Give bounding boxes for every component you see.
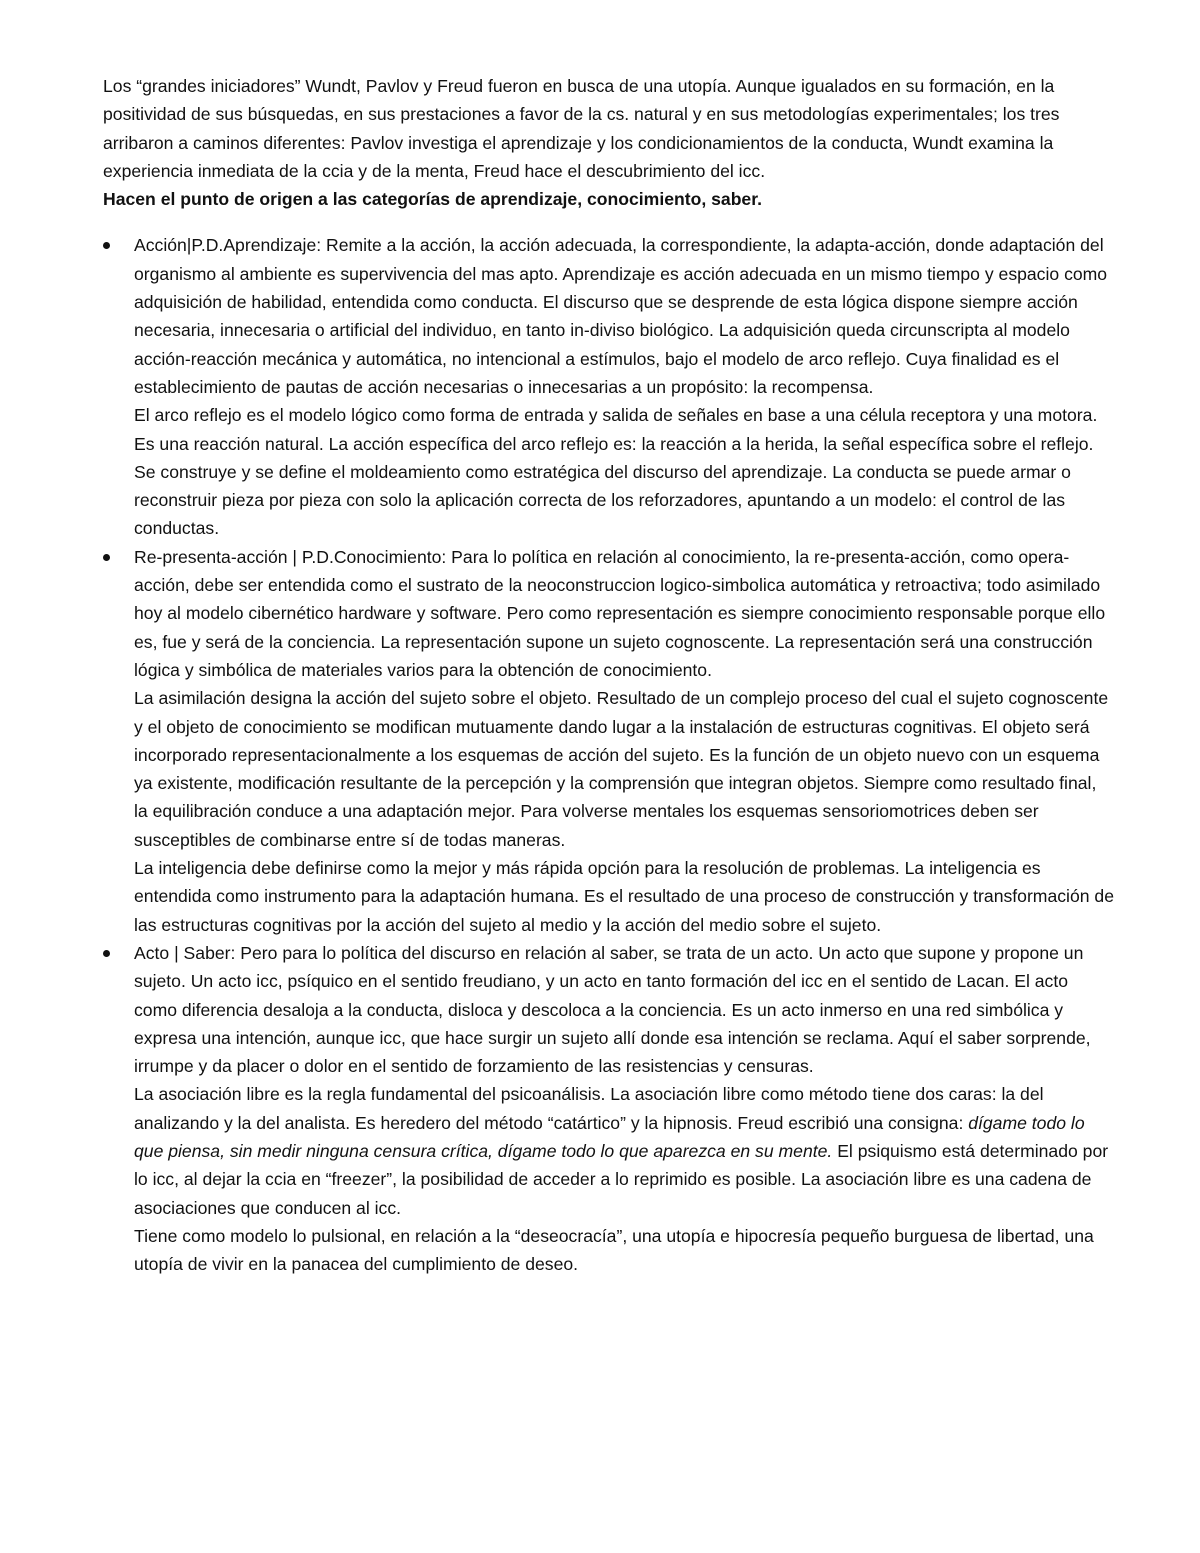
category-list [103, 231, 1114, 1278]
aprendizaje-paragraph-2: El arco reflejo es el modelo lógico como forma de entrada y salida de señales en base a una célula receptora y una motora. Es una reacción natural. La acción específica del arco reflejo es: la reacción a la herida, la señal específica sobre el reflejo. [134, 405, 1098, 454]
asociacion-libre-text: La asociación libre es la regla fundamental del psicoanálisis. La asociación libre como método tiene dos caras: la del analizando y la del analista. Es heredero del método “catártico” y la hipnosis. Freud escribió una consigna: [134, 1084, 1044, 1133]
saber-paragraph-1: Acto | Saber: Pero para lo política del discurso en relación al saber, se trata de un acto. Un acto que supone y propone un sujeto. Un acto icc, psíquico en el sentido freudiano, y un acto en tanto formación del icc en el sentido de Lacan. El acto como diferencia desaloja a la conducta, disloca y descoloca a la conciencia. Es un acto inmerso en una red simbólica y expresa una intención, aunque icc, que hace surgir un sujeto allí donde esa intención se reclama. Aquí el saber sorprende, irrumpe y da placer o dolor en el sentido de forzamiento de las resistencias y censuras. [134, 942, 1091, 1077]
intro-paragraph: Los “grandes iniciadores” Wundt, Pavlov y Freud fueron en busca de una utopía. Aunque igualados en su formación, en la positividad de sus búsquedas, en sus prestaciones a favor de la cs. natural y en sus metodologías experimentales; los tres arribaron a caminos diferentes: Pavlov investiga el aprendizaje y los condicionamientos de la conducta, Wundt examina la experiencia inmediata de la ccia y de la menta, Freud hace el descubrimiento del icc. [103, 76, 1060, 181]
list-item-aprendizaje [103, 231, 1114, 542]
thesis-statement: Hacen el punto de origen a las categorías de aprendizaje, conocimiento, saber. [103, 189, 762, 210]
saber-paragraph-3: Tiene como modelo lo pulsional, en relación a la “deseocracía”, una utopía e hipocresía pequeño burguesa de libertad, una utopía de vivir en la panacea del cumplimiento de deseo. [134, 1225, 1094, 1275]
aprendizaje-paragraph-1: Acción|P.D.Aprendizaje: Remite a la acción, la acción adecuada, la correspondiente, la adapta-acción, donde adaptación del organismo al ambiente es supervivencia del mas apto. Aprendizaje es acción adecuada en un mismo tiempo y espacio como adquisición de habilidad, entendida como conducta. El discurso que se desprende de esta lógica dispone siempre acción necesaria, innecesaria o artificial del individuo, en tanto in-diviso biológico. La adquisición queda circunscripta al modelo acción-reacción mecánica y automática, no intencional a estímulos, bajo el modelo de arco reflejo. Cuya finalidad es el establecimiento de pautas de acción necesarias o innecesarias a un propósito: la recompensa. [134, 235, 1108, 397]
freud-consigna-quote: dígame todo lo que piensa, sin medir ninguna censura crítica, dígame todo lo que aparezca en su mente. [134, 1112, 1085, 1161]
conocimiento-paragraph-2: La asimilación designa la acción del sujeto sobre el objeto. Resultado de un complejo proceso del cual el sujeto cognoscente y el objeto de conocimiento se modifican mutuamente dando lugar a la instalación de estructuras cognitivas. El objeto será incorporado representacionalmente a los esquemas de acción del sujeto. Es la función de un objeto nuevo con un esquema ya existente, modificación resultante de la percepción y la comprensión que integran objetos. Siempre como resultado final, la equilibración conduce a una adaptación mejor. Para volverse mentales los esquemas sensoriomotrices deben ser susceptibles de combinarse entre sí de todas maneras. [134, 688, 1109, 850]
conocimiento-paragraph-3: La inteligencia debe definirse como la mejor y más rápida opción para la resolución de problemas. La inteligencia es entendida como instrumento para la adaptación humana. Es el resultado de una proceso de construcción y transformación de las estructuras cognitivas por la acción del sujeto al medio y la acción del medio sobre el sujeto. [134, 858, 1114, 935]
bullet-icon [103, 950, 110, 957]
conocimiento-paragraph-1: Re-presenta-acción | P.D.Conocimiento: Para lo política en relación al conocimiento, la re-presenta-acción, como opera-acción, debe ser entendida como el sustrato de la neoconstruccion logico-simbolica automática y retroactiva; todo asimilado hoy al modelo cibernético hardware y software. Pero como representación es siempre conocimiento responsable porque ello es, fue y será de la conciencia. La representación supone un sujeto cognoscente. La representación será una construcción lógica y simbólica de materiales varios para la obtención de conocimiento. [134, 546, 1106, 680]
list-item-conocimiento [103, 543, 1114, 939]
aprendizaje-paragraph-3: Se construye y se define el moldeamiento como estratégica del discurso del aprendizaje. La conducta se puede armar o reconstruir pieza por pieza con solo la aplicación correcta de los reforzadores, apuntando a un modelo: el control de las conductas. [134, 461, 1071, 539]
saber-paragraph-2 [134, 1080, 1114, 1221]
asociacion-libre-continuation: El psiquismo está determinado por lo icc, al dejar la ccia en “freezer”, la posibilidad de acceder a lo reprimido es posible. La asociación libre es una cadena de asociaciones que conducen al icc. [134, 1140, 1109, 1218]
bullet-icon [103, 554, 110, 561]
list-item-saber [103, 939, 1114, 1279]
bullet-icon [103, 242, 110, 249]
